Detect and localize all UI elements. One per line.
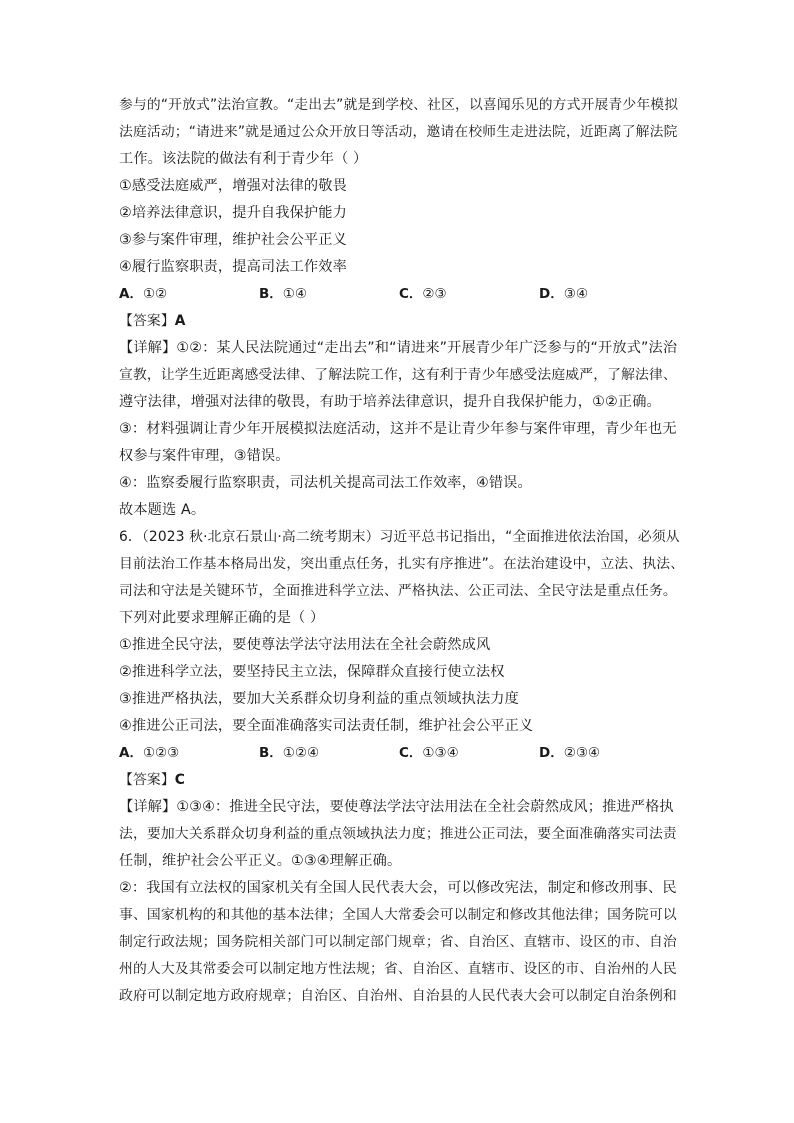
statement-item: ④推进公正司法，要全面准确落实司法责任制，维护社会公平正义	[119, 718, 534, 734]
question-5	[119, 92, 684, 524]
answer-line: 【答案】C	[119, 772, 186, 788]
analysis-line: ④：监察委履行监察职责，司法机关提高司法工作效率，④错误。	[119, 475, 532, 491]
statement-item: ①推进全民守法，要使尊法学法守法用法在全社会蔚然成风	[119, 637, 491, 653]
analysis-line: ③：材料强调让青少年开展模拟法庭活动，这并不是让青少年参与案件审理，青少年也无	[119, 421, 677, 437]
analysis-line: 故本题选 A。	[119, 502, 206, 518]
analysis-line: 【详解】①③④：推进全民守法，要使尊法学法守法用法在全社会蔚然成风；推进严格执	[119, 799, 674, 815]
answer-line: 【答案】A	[119, 313, 186, 329]
option-b: B．①②④	[259, 745, 320, 761]
analysis-line: 遵守法律，增强对法律的敬畏，有助于培养法律意识，提升自我保护能力，①②正确。	[119, 394, 661, 410]
question-stem-line: 6．（2023 秋·北京石景山·高二统考期末）习近平总书记指出，“全面推进依法治国，必须从	[119, 529, 680, 545]
analysis-line: 法，要加大关系群众切身利益的重点领域执法力度；推进公正司法，要全面准确落实司法责	[119, 826, 677, 842]
option-d: D．②③④	[539, 745, 601, 761]
option-b: B．①④	[259, 286, 308, 302]
statement-item: ③推进严格执法，要加大关系群众切身利益的重点领域执法力度	[119, 691, 519, 707]
question-stem-line: 参与的“开放式”法治宣教。“走出去”就是到学校、社区，以喜闻乐见的方式开展青少年模拟	[119, 97, 679, 113]
page-content	[119, 92, 684, 1010]
question-6	[119, 524, 684, 1010]
statement-item: ③参与案件审理，维护社会公平正义	[119, 232, 347, 248]
statement-item: ①感受法庭威严，增强对法律的敬畏	[119, 178, 347, 194]
analysis-line: 权参与案件审理，③错误。	[119, 448, 290, 464]
option-row	[119, 281, 684, 308]
analysis-line: 宣教，让学生近距离感受法律、了解法院工作，这有利于青少年感受法庭威严，了解法律、	[119, 367, 677, 383]
analysis-line: 政府可以制定地方政府规章；自治区、自治州、自治县的人民代表大会可以制定自治条例和	[119, 988, 677, 1004]
analysis-line: 州的人大及其常委会可以制定地方性法规；省、自治区、直辖市、设区的市、自治州的人民	[119, 961, 677, 977]
analysis-line: ②：我国有立法权的国家机关有全国人民代表大会，可以修改宪法，制定和修改刑事、民	[119, 880, 677, 896]
question-stem-line: 司法和守法是关键环节，全面推进科学立法、严格执法、公正司法、全民守法是重点任务。	[119, 583, 677, 599]
statement-item: ②培养法律意识，提升自我保护能力	[119, 205, 347, 221]
option-c: C．②③	[399, 286, 447, 302]
question-stem-line: 工作。该法院的做法有利于青少年（ ）	[119, 151, 368, 167]
option-a: A．①②③	[119, 745, 180, 761]
analysis-line: 【详解】①②：某人民法院通过“走出去”和“请进来”开展青少年广泛参与的“开放式”法治	[119, 340, 678, 356]
option-a: A．①②	[119, 286, 168, 302]
statement-item: ②推进科学立法，要坚持民主立法，保障群众直接行使立法权	[119, 664, 505, 680]
statement-item: ④履行监察职责，提高司法工作效率	[119, 259, 347, 275]
question-stem-line: 下列对此要求理解正确的是（ ）	[119, 610, 325, 626]
analysis-line: 事、国家机构的和其他的基本法律；全国人大常委会可以制定和修改其他法律；国务院可以	[119, 907, 677, 923]
question-stem-line: 目前法治工作基本格局出发，突出重点任务，扎实有序推进”。在法治建设中，立法、执法、	[119, 556, 685, 572]
option-d: D．③④	[539, 286, 588, 302]
option-row	[119, 740, 684, 767]
analysis-line: 任制，维护社会公平正义。①③④理解正确。	[119, 853, 402, 869]
question-stem-line: 法庭活动；“请进来”就是通过公众开放日等活动，邀请在校师生走进法院，近距离了解法院	[119, 124, 678, 140]
analysis-line: 制定行政法规；国务院相关部门可以制定部门规章；省、自治区、直辖市、设区的市、自治	[119, 934, 677, 950]
option-c: C．①③④	[399, 745, 459, 761]
